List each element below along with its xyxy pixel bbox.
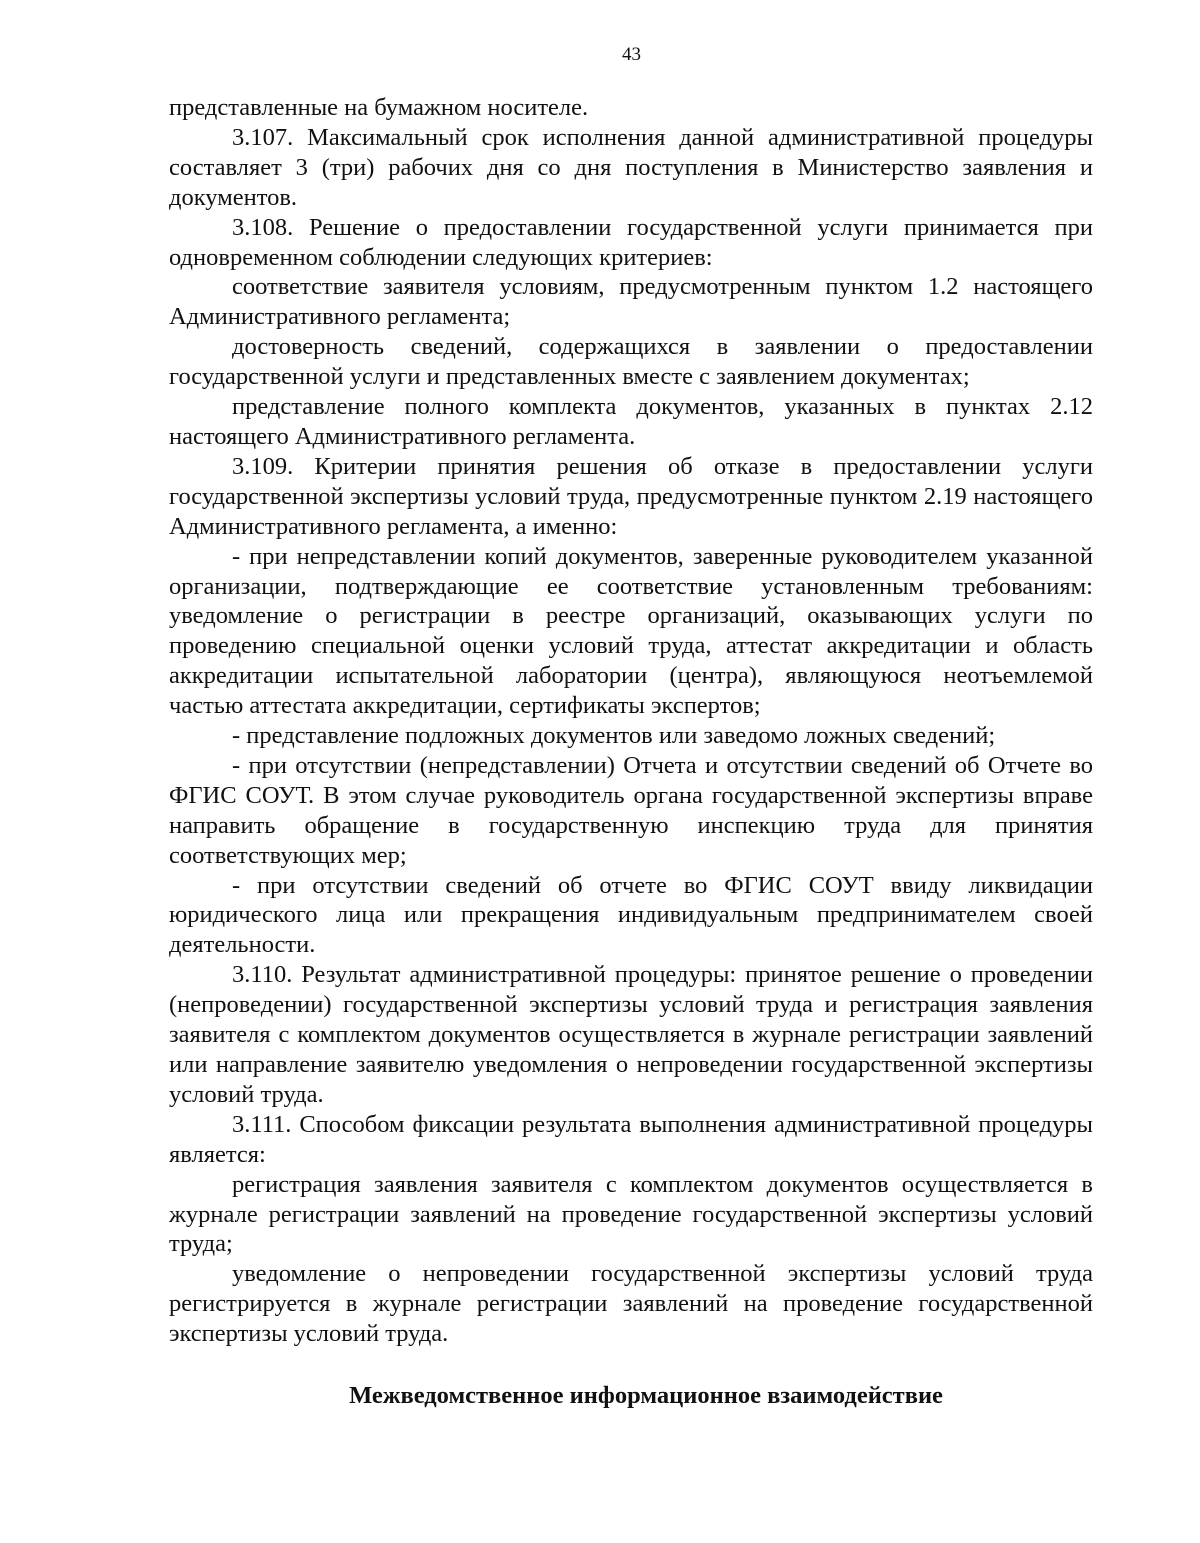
paragraph-3-109: 3.109. Критерии принятия решения об отказе в предоставлении услуги государственной экспертизы условий труда, предусмотренные пунктом 2.19 настоящего Административного регламента, а именно: (169, 452, 1093, 540)
page-number: 43 (622, 44, 641, 65)
criterion-data-reliability: достоверность сведений, содержащихся в заявлении о предоставлении государственной услуги и представленных вместе с заявлением документах; (169, 333, 1093, 391)
fixation-method-registration: регистрация заявления заявителя с комплектом документов осуществляется в журнале регистрации заявлений на проведение государственной экспертизы условий труда; (169, 1170, 1093, 1258)
document-body (169, 93, 1093, 1411)
refusal-item-missing-report: - при отсутствии (непредставлении) Отчета и отсутствии сведений об Отчете во ФГИС СОУТ. В этом случае руководитель органа государственной экспертизы вправе направить обращение в государственную инспекцию труда для принятия соответствующих мер; (169, 751, 1093, 869)
fixation-method-notification: уведомление о непроведении государственной экспертизы условий труда регистрируется в журнале регистрации заявлений на проведение государственной экспертизы условий труда. (169, 1260, 1093, 1348)
refusal-item-liquidation: - при отсутствии сведений об отчете во ФГИС СОУТ ввиду ликвидации юридического лица или прекращения индивидуальным предпринимателем своей деятельности. (169, 871, 1093, 959)
paragraph-3-111: 3.111. Способом фиксации результата выполнения административной процедуры является: (169, 1110, 1093, 1168)
paragraph-continuation: представленные на бумажном носителе. (169, 94, 589, 121)
section-heading: Межведомственное информационное взаимодействие (349, 1382, 943, 1410)
paragraph-3-108: 3.108. Решение о предоставлении государственной услуги принимается при одновременном соблюдении следующих критериев: (169, 213, 1093, 271)
paragraph-3-110: 3.110. Результат административной процедуры: принятое решение о проведении (непроведении) государственной экспертизы условий труда и регистрация заявления заявителя с комплектом документов осуществляется в журнале регистрации заявлений или направление заявителю уведомления о непроведении государственной экспертизы условий труда. (169, 961, 1093, 1108)
refusal-item-forged-documents: - представление подложных документов или заведомо ложных сведений; (232, 722, 996, 750)
criterion-applicant-conformity: соответствие заявителя условиям, предусмотренным пунктом 1.2 настоящего Административного регламента; (169, 273, 1093, 331)
criterion-full-document-set: представление полного комплекта документов, указанных в пунктах 2.12 настоящего Административного регламента. (169, 393, 1093, 450)
paragraph-3-107: 3.107. Максимальный срок исполнения данной административной процедуры составляет 3 (три) рабочих дня со дня поступления в Министерство заявления и документов. (169, 123, 1093, 211)
refusal-item-missing-copies: - при непредставлении копий документов, заверенные руководителем указанной организации, подтверждающие ее соответствие установленным требованиям: уведомление о регистрации в реестре организаций, оказывающих услуги по проведению специальной оценки условий труда, аттестат аккредитации и область аккредитации испытательной лаборатории (центра), являющуюся неотъемлемой частью аттестата аккредитации, сертификаты экспертов; (169, 542, 1093, 720)
